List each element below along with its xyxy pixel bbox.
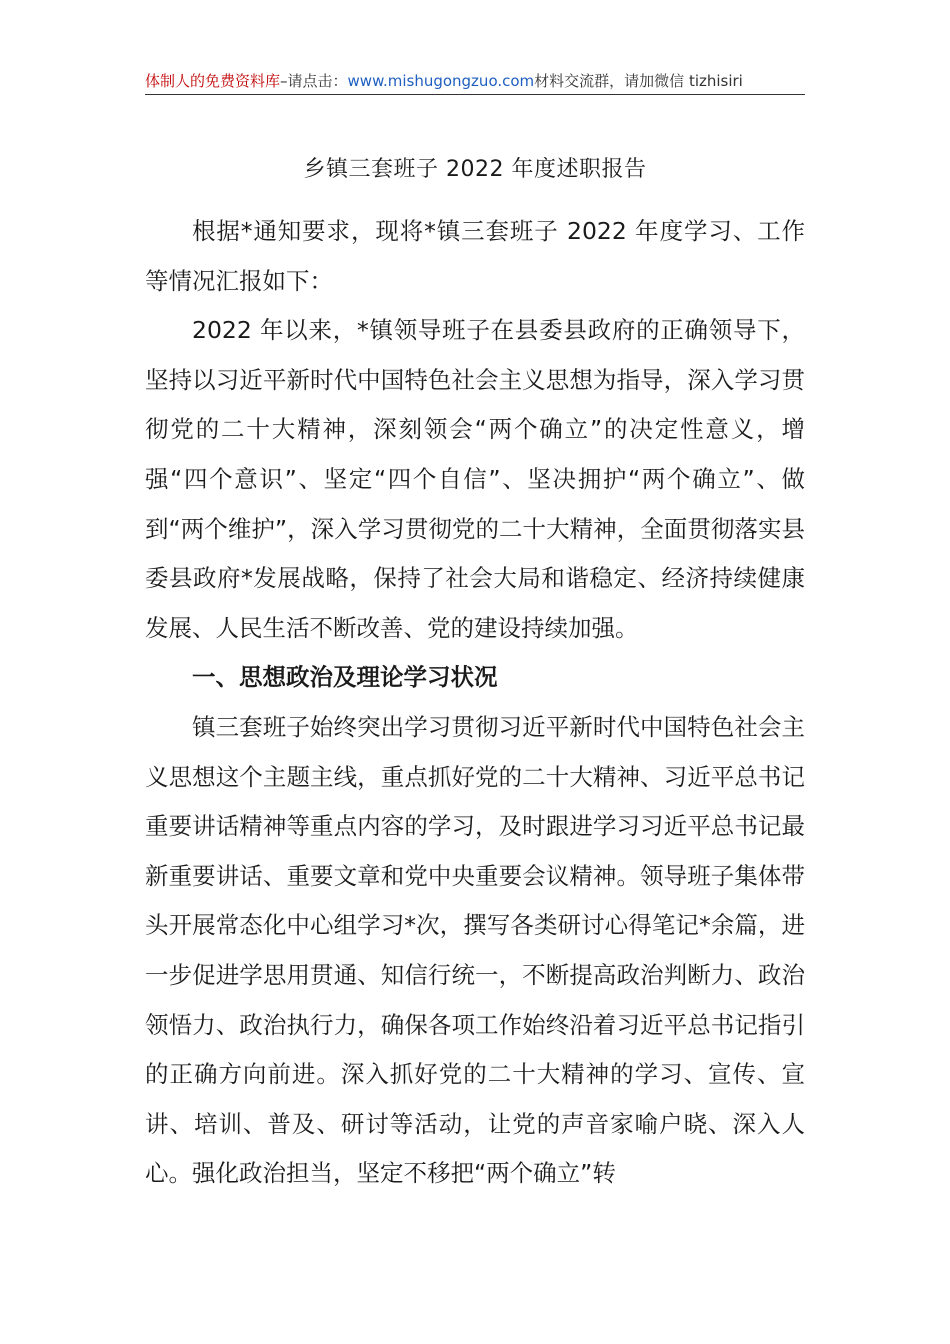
document-body — [145, 207, 805, 1199]
header-contact-text: 材料交流群，请加微信 tizhisiri — [534, 72, 743, 90]
header-website-link[interactable]: www.mishugongzuo.com — [347, 72, 535, 90]
section-paragraph: 镇三套班子始终突出学习贯彻习近平新时代中国特色社会主义思想这个主题主线，重点抓好党的二十大精神、习近平总书记重要讲话精神等重点内容的学习，及时跟进学习习近平总书记最新重要讲话、重要文章和党中央重要会议精神。领导班子集体带头开展常态化中心组学习*次，撰写各类研讨心得笔记*余篇，进一步促进学思用贯通、知信行统一，不断提高政治判断力、政治领悟力、政治执行力，确保各项工作始终沿着习近平总书记指引的正确方向前进。深入抓好党的二十大精神的学习、宣传、宣讲、培训、普及、研讨等活动，让党的声音家喻户晓、深入人心。强化政治担当，坚定不移把“两个确立”转 — [145, 712, 805, 1188]
summary-paragraph: 2022 年以来，*镇领导班子在县委县政府的正确领导下，坚持以习近平新时代中国特色社会主义思想为指导，深入学习贯彻党的二十大精神，深刻领会“两个确立”的决定性意义，增强“四个意识”、坚定“四个自信”、坚决拥护“两个确立”、做到“两个维护”，深入学习贯彻党的二十大精神，全面贯彻落实县委县政府*发展战略，保持了社会大局和谐稳定、经济持续健康发展、人民生活不断改善、党的建设持续加强。 — [145, 316, 805, 642]
intro-paragraph: 根据*通知要求，现将*镇三套班子 2022 年度学习、工作等情况汇报如下： — [145, 217, 805, 295]
page-header — [145, 68, 805, 95]
section-heading: 一、思想政治及理论学习状况 — [192, 663, 498, 692]
document-title: 乡镇三套班子 2022 年度述职报告 — [303, 157, 647, 182]
header-brand: 体制人的免费资料库 — [145, 72, 281, 90]
header-prompt: –请点击： — [280, 72, 348, 90]
